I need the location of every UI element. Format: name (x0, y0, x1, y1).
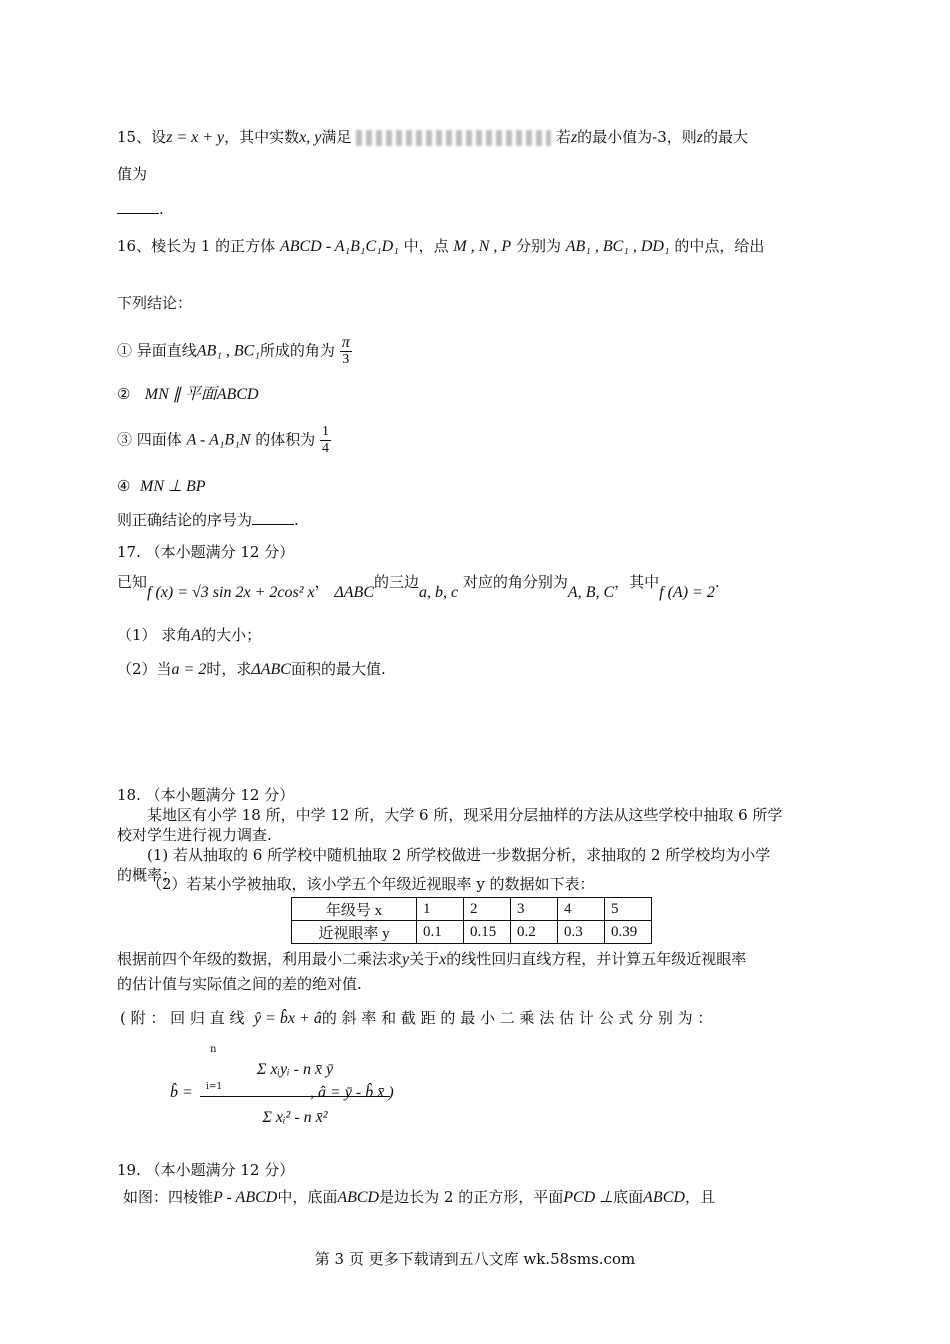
q16-line2: 下列结论： (117, 294, 193, 312)
q16-conclusion-4: ④ MN ⊥ BP (117, 477, 206, 495)
q18-title: 18. （本小题满分 12 分） (117, 786, 295, 804)
q17-title: 17. （本小题满分 12 分） (117, 543, 295, 561)
least-squares-formula: b̂ = n Σ xᵢyᵢ - n x̄ ȳ i=1 Σ xᵢ² - n x̄² , â = ȳ - b̂ x̄ ) (170, 1044, 394, 1126)
q16-conclusion-2: ② MN ∥ 平面ABCD (117, 385, 259, 403)
q17-line1: 已知f (x) = √3 sin 2x + 2cos² x， ΔABC的三边a, b, c 对应的角分别为A, B, C，其中f (A) = 2. (117, 573, 720, 601)
table-row: 近视眼率 y 0.1 0.15 0.2 0.3 0.39 (292, 921, 652, 944)
q18-intro-2: 校对学生进行视力调查. (117, 826, 272, 844)
q15-line1: 15、设z = x + y，其中实数x, y满足 若z的最小值为-3，则z的最大 (117, 128, 749, 146)
q15-line2: 值为 (117, 165, 148, 183)
q16-conclusion-prompt: 则正确结论的序号为 . (117, 511, 299, 529)
table-row: 年级号 x 1 2 3 4 5 (292, 898, 652, 921)
q16-conclusion-3: ③ 四面体 A - A₁B₁N 的体积为 $\frac{1}{4}$ (117, 424, 330, 456)
q17-part2: （2）当a = 2时，求ΔABC面积的最大值. (117, 660, 386, 678)
q17-part1: （1） 求角A的大小； (117, 626, 262, 644)
q18-intro-1: 某地区有小学 18 所，中学 12 所，大学 6 所，现采用分层抽样的方法从这些学校中抽取 6 所学 (147, 806, 783, 824)
fraction-pi-over-3: $\frac{\pi}{3}$ (341, 334, 350, 367)
q18-after-table-2: 的估计值与实际值之间的差的绝对值. (117, 975, 362, 993)
q18-note: ( 附 ： 回 归 直 线 ŷ = b̂x + â的 斜 率 和 截 距 的 最 小 二 乘 法 估 计 公 式 分 别 为 ： (120, 1009, 713, 1027)
page-footer: 第 3 页 更多下载请到五八文库 wk.58sms.com (314, 1250, 636, 1268)
q19-title: 19. （本小题满分 12 分） (117, 1161, 295, 1179)
q18-after-table-1: 根据前四个年级的数据，利用最小二乘法求y关于x的线性回归直线方程，并计算五年级近视眼率 (117, 950, 747, 968)
fraction-one-quarter: $\frac{1}{4}$ (322, 424, 330, 456)
q18-part2: （2）若某小学被抽取，该小学五个年级近视眼率 y 的数据如下表： (147, 875, 595, 893)
formula-denominator: Σ xᵢ² - n x̄² (262, 1109, 328, 1126)
q18-part1: (1) 若从抽取的 6 所学校中随机抽取 2 所学校做进一步数据分析，求抽取的 2 所学校均为小学 (147, 846, 771, 864)
row-label-grade: 年级号 x (292, 898, 417, 921)
q19-line1: 如图：四棱锥P - ABCD中，底面ABCD是边长为 2 的正方形，平面PCD ⊥底面ABCD，且 (123, 1188, 715, 1206)
q15-answer-blank: . (117, 199, 164, 219)
myopia-rate-table (291, 897, 652, 944)
q16-line1: 16、棱长为 1 的正方体 ABCD - A₁B₁C₁D₁ 中，点 M , N , P 分别为 AB₁ , BC₁ , DD₁ 的中点，给出 (117, 237, 765, 255)
q16-conclusion-1: ① 异面直线AB₁ , BC₁所成的角为 $\frac{\pi}{3}$ (117, 334, 350, 367)
row-label-rate: 近视眼率 y (292, 921, 417, 944)
formula-numerator: n Σ xᵢyᵢ - n x̄ ȳ i=1 (206, 1044, 334, 1092)
q18-part1-cont: 的概率； (117, 866, 178, 884)
constraint-system-blurred (356, 130, 551, 146)
